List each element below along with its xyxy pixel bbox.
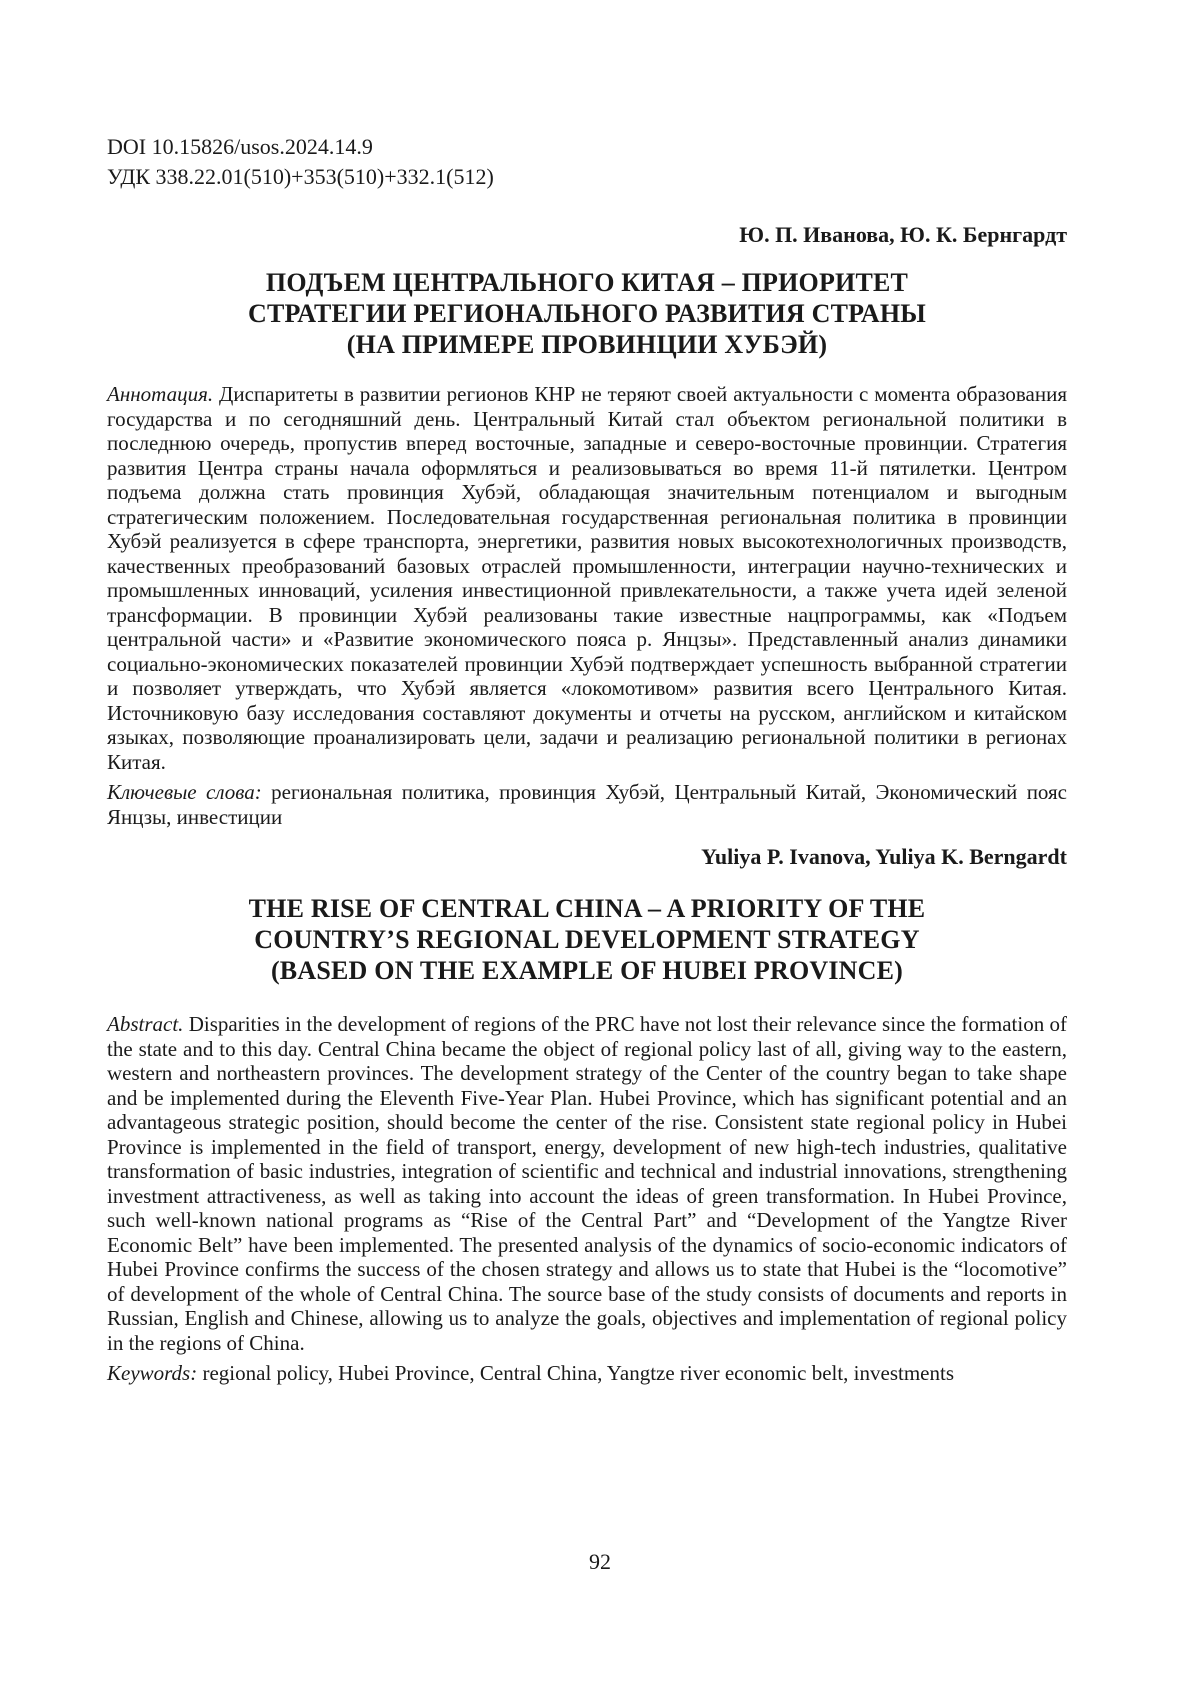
- page-number: 92: [589, 1549, 611, 1574]
- title-en-line: COUNTRY’S REGIONAL DEVELOPMENT STRATEGY: [254, 925, 920, 954]
- title-en: [107, 893, 1067, 986]
- title-ru-line: ПОДЪЕМ ЦЕНТРАЛЬНОГО КИТАЯ – ПРИОРИТЕТ: [265, 268, 909, 297]
- title-ru-line: СТРАТЕГИИ РЕГИОНАЛЬНОГО РАЗВИТИЯ СТРАНЫ: [248, 299, 926, 328]
- authors-ru: Ю. П. Иванова, Ю. К. Бернгардт: [739, 222, 1067, 247]
- title-en-line: (BASED ON THE EXAMPLE OF HUBEI PROVINCE): [270, 956, 904, 985]
- article-first-page: [107, 132, 1067, 1386]
- title-ru: [107, 267, 1067, 360]
- keywords-en: [107, 1361, 1067, 1386]
- doi: DOI 10.15826/usos.2024.14.9: [107, 134, 373, 159]
- keywords-ru: [107, 780, 1067, 829]
- keywords-en-label: Keywords:: [107, 1361, 198, 1385]
- abstract-ru: [107, 382, 1067, 774]
- title-ru-line: (НА ПРИМЕРЕ ПРОВИНЦИИ ХУБЭЙ): [346, 330, 828, 359]
- abstract-en-text: Disparities in the development of regions of the PRC have not lost their relevance since the formation of the state and to this day. Central China became the object of regional policy last of all, giving way to the eastern, western and northeastern provinces. The development strategy of the Center of the country began to take shape and be implemented during the Eleventh Five-Year Plan. Hubei Province, which has significant potential and an advantageous strategic position, should become the center of the rise. Consistent state regional policy in Hubei Province is implemented in the field of transport, energy, development of new high-tech industries, qualitative transformation of basic industries, integration of scientific and technical and industrial innovations, strengthening investment attractiveness, as well as taking into account the ideas of green transformation. In Hubei Province, such well-known national programs as “Rise of the Central Part” and “Development of the Yangtze River Economic Belt” have been implemented. The presented analysis of the dynamics of socio-economic indicators of Hubei Province confirms the success of the chosen strategy and allows us to state that Hubei is the “locomotive” of development of the whole of Central China. The source base of the study consists of documents and reports in Russian, English and Chinese, allowing us to analyze the goals, objectives and implementation of regional policy in the regions of China.: [107, 1012, 1068, 1355]
- keywords-ru-text: региональная политика, провинция Хубэй, Центральный Китай, Экономический пояс Янцзы, инвестиции: [107, 780, 1068, 829]
- abstract-en: [107, 1012, 1067, 1355]
- udk-code: УДК 338.22.01(510)+353(510)+332.1(512): [107, 164, 494, 189]
- keywords-ru-label: Ключевые слова:: [107, 780, 262, 804]
- abstract-en-label: Abstract.: [107, 1012, 184, 1036]
- title-en-line: THE RISE OF CENTRAL CHINA – A PRIORITY OF THE: [248, 894, 926, 923]
- abstract-ru-text: Диспаритеты в развитии регионов КНР не теряют своей актуальности с момента образования государства и по сегодняшний день. Центральный Китай стал объектом региональной политики в последнюю очередь, пропустив вперед восточные, западные и северо-восточные провинции. Стратегия развития Центра страны начала оформляться и реализовываться во время 11-й пятилетки. Центром подъема должна стать провинция Хубэй, обладающая значительным потенциалом и выгодным стратегическим положением. Последовательная государственная региональная политика в провинции Хубэй реализуется в сфере транспорта, энергетики, развития новых высокотехнологичных производств, качественных преобразований базовых отраслей промышленности, интеграции научно-технических и промышленных инноваций, усиления инвестиционной привлекательности, а также учета идей зеленой трансформации. В провинции Хубэй реализованы такие известные нацпрограммы, как «Подъем центральной части» и «Развитие экономического пояса р. Янцзы». Представленный анализ динамики социально-экономических показателей провинции Хубэй подтверждает успешность выбранной стратегии и позволяет утверждать, что Хубэй является «локомотивом» развития всего Центрального Китая. Источниковую базу исследования составляют документы и отчеты на русском, английском и китайском языках, позволяющие проанализировать цели, задачи и реализацию региональной политики в регионах Китая.: [107, 382, 1067, 774]
- authors-en: Yuliya P. Ivanova, Yuliya K. Berngardt: [701, 844, 1067, 869]
- keywords-en-text: regional policy, Hubei Province, Central China, Yangtze river economic belt, investments: [202, 1361, 955, 1385]
- abstract-ru-label: Аннотация.: [107, 382, 214, 406]
